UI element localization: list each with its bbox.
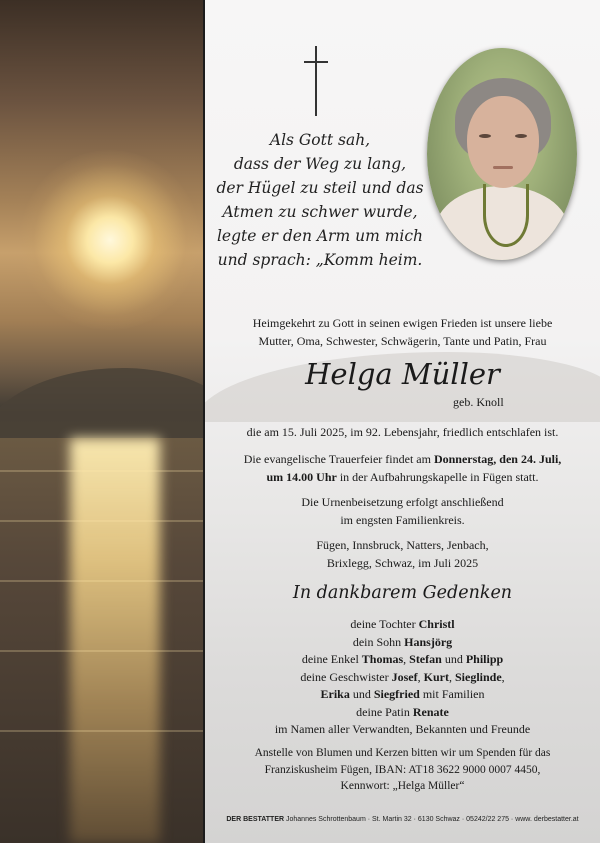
water-ripple [0,580,203,582]
water-ripple [0,470,203,472]
poem-line: und sprach: „Komm heim. [217,251,423,269]
intro-line: Mutter, Oma, Schwester, Schwägerin, Tante und Patin, Frau [258,334,547,348]
poem-line: legte er den Arm um mich [216,227,424,245]
poem-line: Als Gott sah, [269,131,371,149]
mourners-list [205,616,600,739]
thanks-heading: In dankbarem Gedenken [292,583,513,603]
water-ripple [0,520,203,522]
funeral-home-footer [205,816,600,823]
water-ripple [0,730,203,732]
intro-line: Heimgekehrt zu Gott in seinen ewigen Frieden ist unsere liebe [252,316,553,330]
urn-burial-info: Die Urnenbeisetzung erfolgt anschließend im engsten Familienkreis. [301,495,504,527]
maiden-name: geb. Knoll [453,395,504,409]
place-date: Fügen, Innsbruck, Natters, Jenbach, Brixlegg, Schwaz, im Juli 2025 [316,538,489,570]
poem-line: Atmen zu schwer wurde, [222,203,418,221]
water-ripple [0,650,203,652]
obituary-content [205,0,600,843]
poem [215,128,425,272]
mourner-line: deine Geschwister Josef, Kurt, Sieglinde, [300,669,505,684]
mourner-line: deine Tochter Christl [350,617,455,631]
cross-icon [315,46,317,116]
donation-request: Anstelle von Blumen und Kerzen bitten wir um Spenden für das Franziskusheim Fügen, IBAN: AT18 3622 9000 0007 4450, Kennwort: „Helga Müller“ [254,747,551,792]
sunset-image [0,0,203,843]
sun [20,150,200,330]
mourner-line: Erika und Siegfried mit Familien [320,687,485,701]
mourner-line: dein Sohn Hansjörg [352,634,453,649]
funeral-home-name: DER BESTATTER [226,816,285,823]
funeral-time: um 14.00 Uhr [266,470,337,484]
sun-reflection [70,438,160,843]
poem-line: dass der Weg zu lang, [233,155,407,173]
hills-silhouette [0,368,203,448]
funeral-home-details: Johannes Schrottenbaum · St. Martin 32 · 6130 Schwaz · 05242/22 275 · www. derbestatter.at [284,816,579,823]
mourner-line: im Namen aller Verwandten, Bekannten und Freunde [274,722,531,736]
portrait-photo [427,48,577,260]
mourner-line: deine Patin Renate [356,704,449,719]
funeral-date: Donnerstag, den 24. Juli, [433,452,562,466]
mourner-line: deine Enkel Thomas, Stefan und Philipp [301,652,504,666]
poem-line: der Hügel zu steil und das [216,179,424,197]
intro-text [205,314,600,350]
death-notice: die am 15. Juli 2025, im 92. Lebensjahr, friedlich entschlafen ist. [246,425,559,439]
deceased-name: Helga Müller [305,357,500,391]
funeral-info: Die evangelische Trauerfeier findet am Donnerstag, den 24. Juli, um 14.00 Uhr in der Aufbahrungskapelle in Fügen statt. [243,452,562,484]
